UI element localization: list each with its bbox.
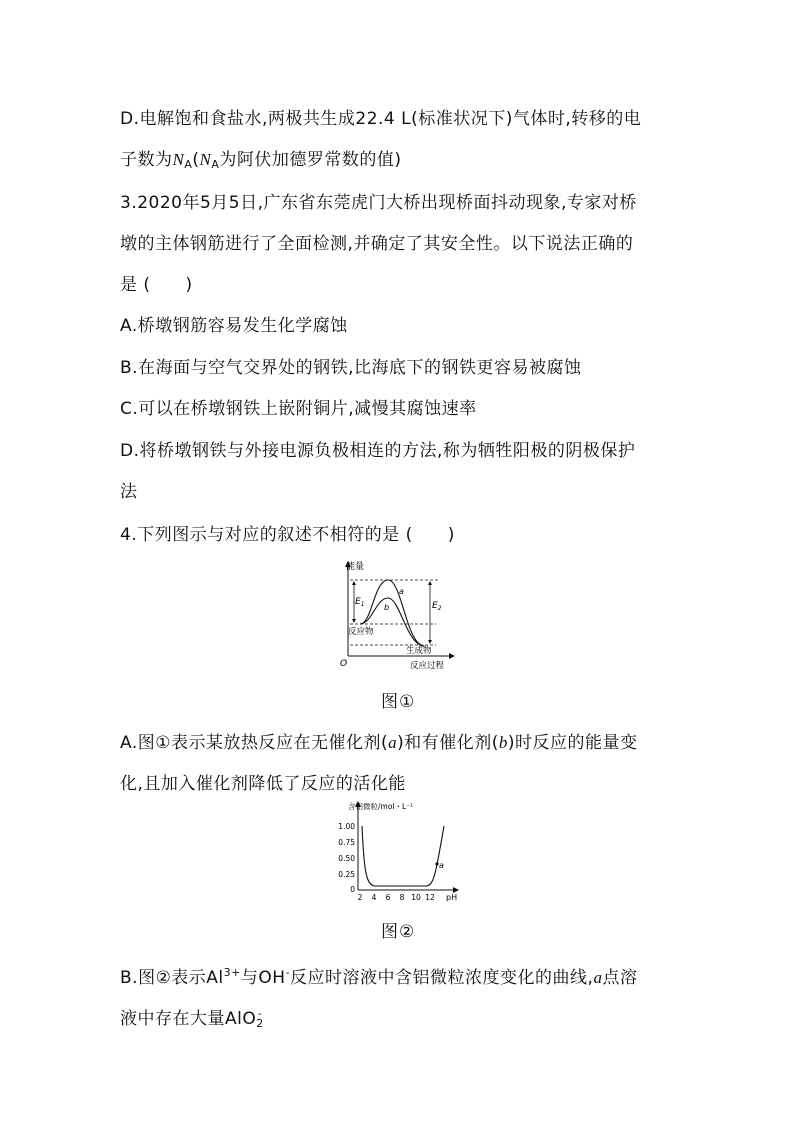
y-ticks <box>338 822 355 894</box>
y-tick-label: 0.50 <box>338 854 355 863</box>
x-tick-label: 2 <box>357 893 363 902</box>
figure-2-aluminium-chart <box>330 800 462 905</box>
text: ( <box>192 150 200 170</box>
figure-1-energy-diagram <box>336 560 456 672</box>
label-b: b <box>384 603 390 612</box>
x-axis-label: pH <box>446 893 458 902</box>
x-ticks <box>358 893 435 902</box>
figure-2-caption: 图② <box>381 922 416 942</box>
text: )和有催化剂( <box>397 733 499 753</box>
x-axis-label: 反应过程 <box>410 661 445 671</box>
q4-option-a-line2: 化,且加入催化剂降低了反应的活化能 <box>120 774 406 794</box>
text: 子数为 <box>120 150 173 170</box>
y-tick-label: 1.00 <box>338 822 355 831</box>
superscript: 3+ <box>223 966 241 979</box>
q4-stem: 4.下列图示与对应的叙述不相符的是 ( ) <box>120 525 455 545</box>
text: B.图②表示Al <box>120 968 224 988</box>
x-tick-label: 10 <box>411 893 421 902</box>
superscript: - <box>257 1007 263 1020</box>
na-subscript: A <box>211 158 220 171</box>
x-tick-label: 12 <box>425 893 435 902</box>
q3-option-d-line1: D.将桥墩钢铁与外接电源负极相连的方法,称为牺牲阳极的阴极保护 <box>120 441 636 461</box>
q4-option-b-line1 <box>120 962 637 989</box>
q3-stem-line3: 是 ( ) <box>120 275 193 295</box>
q4-option-a-line1 <box>120 732 638 754</box>
text: 为阿伏加德罗常数的值) <box>219 150 402 170</box>
q3-stem-line2: 墩的主体钢筋进行了全面检测,并确定了其安全性。以下说法正确的 <box>120 234 634 254</box>
x-tick-label: 8 <box>399 893 405 902</box>
label-e1: $E_1$ <box>355 597 365 608</box>
text: )时反应的能量变 <box>507 733 638 753</box>
q2-option-d-line2 <box>120 149 402 176</box>
subscript: 2 <box>256 1017 264 1030</box>
y-axis-label: 含铝微粒/mol・L⁻¹ <box>348 802 414 811</box>
q3-option-b: B.在海面与空气交界处的钢铁,比海底下的钢铁更容易被腐蚀 <box>120 358 582 378</box>
label-product: 生成物 <box>406 646 432 656</box>
q4-option-b-line2 <box>120 1003 262 1035</box>
q3-option-c: C.可以在桥墩钢铁上嵌附铜片,减慢其腐蚀速率 <box>120 399 477 419</box>
na-symbol: N <box>199 150 212 169</box>
q3-stem-line1: 3.2020年5月5日,广东省东莞虎门大桥出现桥面抖动现象,专家对桥 <box>120 193 637 213</box>
q3-option-a: A.桥墩钢筋容易发生化学腐蚀 <box>120 316 348 336</box>
label-e2: $E_2$ <box>432 601 442 612</box>
text: 与OH <box>240 968 286 988</box>
y-axis-label: 能量 <box>346 562 365 572</box>
na-symbol: N <box>172 150 185 169</box>
x-tick-label: 6 <box>385 893 391 902</box>
x-tick-label: 4 <box>371 893 377 902</box>
italic-a: a <box>593 968 603 987</box>
text: A.图①表示某放热反应在无催化剂( <box>120 733 389 753</box>
label-a: a <box>399 587 404 596</box>
label-origin: O <box>340 659 348 669</box>
q2-option-d-line1: D.电解饱和食盐水,两极共生成22.4 L(标准状况下)气体时,转移的电 <box>120 109 642 129</box>
text: 点溶 <box>602 968 638 988</box>
y-tick-label: 0 <box>350 885 355 894</box>
q3-option-d-line2: 法 <box>120 482 138 502</box>
italic-b: b <box>498 733 508 752</box>
label-reactant: 反应物 <box>348 627 374 637</box>
y-tick-label: 0.25 <box>338 870 355 879</box>
text: 液中存在大量AlO <box>120 1009 257 1029</box>
na-subscript: A <box>184 158 193 171</box>
superscript: - <box>285 966 291 979</box>
concentration-curve <box>362 826 444 886</box>
y-tick-label: 0.75 <box>338 838 355 847</box>
text: 反应时溶液中含铝微粒浓度变化的曲线, <box>290 968 594 988</box>
label-a: a <box>439 861 444 870</box>
figure-1-caption: 图① <box>381 692 416 712</box>
italic-a: a <box>388 733 398 752</box>
